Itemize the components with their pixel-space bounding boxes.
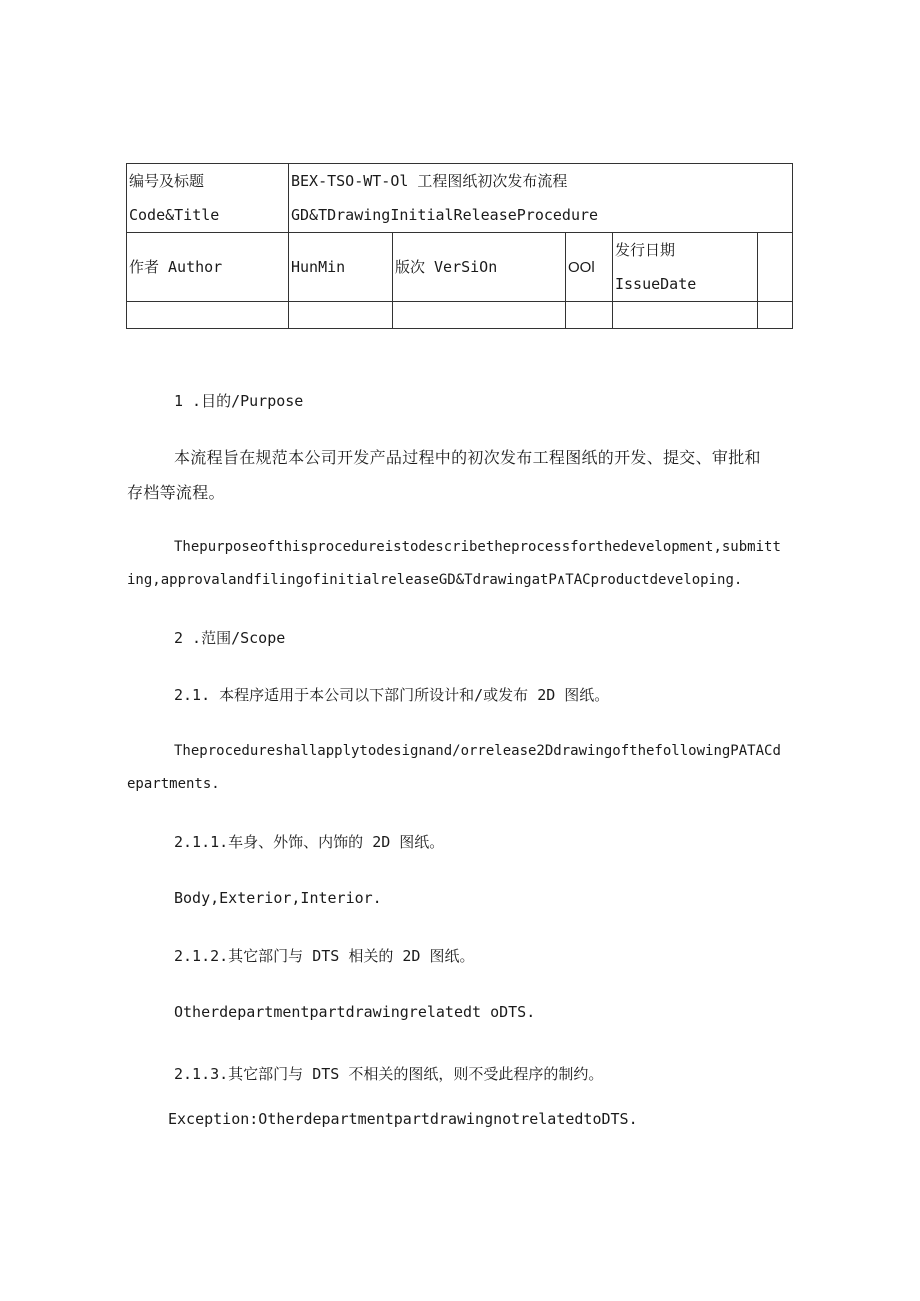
author-version-row — [127, 233, 793, 302]
section-2-heading: 2 .范围/Scope — [174, 629, 286, 647]
code-title-label-cn: 编号及标题 — [129, 172, 205, 190]
code-title-value-cn: BEX-TSO-WT-Ol 工程图纸初次发布流程 — [291, 172, 568, 190]
author-label: 作者 Author — [129, 258, 223, 276]
empty-cell — [127, 302, 289, 329]
section-2-1-1-cn: 2.1.1.车身、外饰、内饰的 2D 图纸。 — [174, 833, 445, 851]
section-2-1-en-line-1: Theprocedureshallapplytodesignand/orrelease2DdrawingofthefollowingPATACd — [174, 743, 781, 759]
code-title-label-en: Code&Title — [129, 206, 220, 224]
section-1-heading: 1 .目的/Purpose — [174, 392, 304, 410]
empty-cell — [758, 302, 793, 329]
document-header-table — [126, 163, 793, 329]
version-label-cell — [393, 233, 566, 302]
author-value-cell — [289, 233, 393, 302]
section-2-1-en-line-2: epartments. — [127, 776, 220, 792]
empty-cell — [613, 302, 758, 329]
issue-date-label-en: IssueDate — [615, 275, 697, 293]
empty-cell — [289, 302, 393, 329]
author-value: HunMin — [291, 258, 346, 276]
empty-row — [127, 302, 793, 329]
code-title-value-en: GD&TDrawingInitialReleaseProcedure — [291, 206, 599, 224]
issue-date-value-cell — [758, 233, 793, 302]
version-value-cell — [566, 233, 613, 302]
code-title-label-cell — [127, 164, 289, 233]
empty-cell — [393, 302, 566, 329]
section-2-1-1-en: Body,Exterior,Interior. — [174, 889, 382, 907]
section-2-1-2-cn: 2.1.2.其它部门与 DTS 相关的 2D 图纸。 — [174, 947, 475, 965]
section-2-1-3-en: Exception:OtherdepartmentpartdrawingnotrelatedtoDTS. — [168, 1110, 638, 1128]
section-1-en-line-2: ing,approvalandfilingofinitialreleaseGD&TdrawingatP∧TACproductdeveloping. — [127, 572, 743, 588]
section-2-1-2-en: Otherdepartmentpartdrawingrelatedt oDTS. — [174, 1003, 536, 1021]
empty-cell — [566, 302, 613, 329]
code-title-row — [127, 164, 793, 233]
code-title-value-cell — [289, 164, 793, 233]
section-1-cn-line-1: 本流程旨在规范本公司开发产品过程中的初次发布工程图纸的开发、提交、审批和 — [174, 448, 761, 467]
section-1-cn-line-2: 存档等流程。 — [127, 483, 225, 502]
issue-date-label-cn: 发行日期 — [615, 241, 676, 259]
section-2-1-cn: 2.1. 本程序适用于本公司以下部门所设计和/或发布 2D 图纸。 — [174, 686, 610, 704]
section-2-1-3-cn: 2.1.3.其它部门与 DTS 不相关的图纸，则不受此程序的制约。 — [174, 1065, 604, 1083]
issue-date-label-cell — [613, 233, 758, 302]
version-label: 版次 VerSiOn — [395, 258, 498, 276]
section-1-en-line-1: Thepurposeofthisprocedureistodescribetheprocessforthedevelopment,submitt — [174, 539, 781, 555]
author-label-cell — [127, 233, 289, 302]
version-value: OOl — [568, 258, 595, 276]
